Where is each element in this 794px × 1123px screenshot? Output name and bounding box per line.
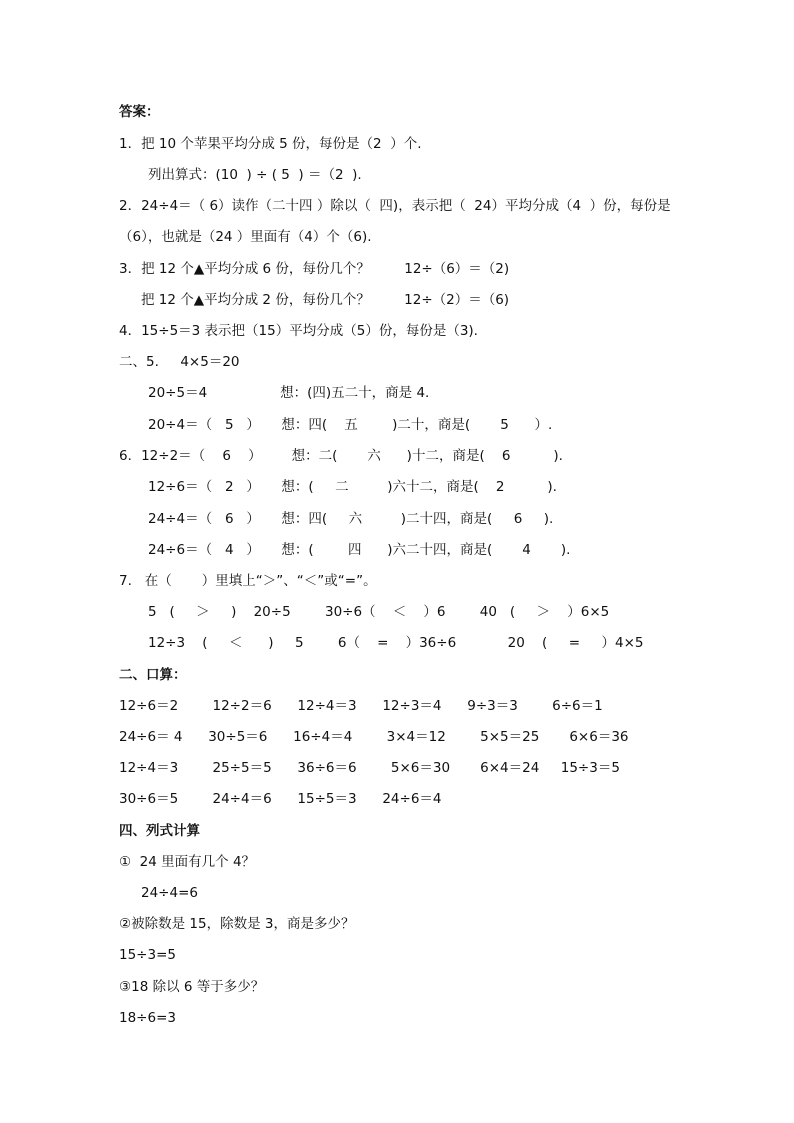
oral-calc-heading: 二、口算： bbox=[119, 667, 187, 683]
q5-header: 二、5. 4×5＝20 bbox=[119, 354, 240, 370]
q1-statement: 1．把 10 个苹果平均分成 5 份，每份是（2 ）个. bbox=[119, 136, 422, 152]
q6-line-4: 24÷6＝（ 4 ） 想：( 四 )六二十四，商是( 4 ). bbox=[148, 542, 571, 558]
oral-calc-row-3: 12÷4＝3 25÷5＝5 36÷6＝6 5×6＝30 6×4＝24 15÷3＝5 bbox=[119, 760, 620, 776]
q6-line-3: 24÷4＝（ 6 ） 想：四( 六 )二十四，商是( 6 ). bbox=[148, 511, 554, 527]
q6-line-1: 6．12÷2＝（ 6 ） 想：二( 六 )十二，商是( 6 ). bbox=[119, 448, 563, 464]
answer-heading: 答案： bbox=[119, 104, 160, 120]
written-q1-answer: 24÷4=6 bbox=[141, 885, 198, 901]
written-q2: ②被除数是 15，除数是 3，商是多少？ bbox=[119, 916, 355, 932]
q5-line-1: 20÷5＝4 想：(四)五二十，商是 4. bbox=[148, 385, 430, 401]
written-q3-answer: 18÷6=3 bbox=[119, 1010, 176, 1026]
q7-instruction: 7. 在（ ）里填上“＞”、“＜”或“=”。 bbox=[119, 573, 377, 589]
oral-calc-row-4: 30÷6＝5 24÷4＝6 15÷5＝3 24÷6＝4 bbox=[119, 791, 442, 807]
written-calc-heading: 四、列式计算 bbox=[119, 823, 200, 839]
q1-formula: 列出算式：(10 ) ÷ ( 5 ) ＝（2 ). bbox=[148, 167, 362, 183]
oral-calc-row-1: 12÷6＝2 12÷2＝6 12÷4＝3 12÷3＝4 9÷3＝3 6÷6＝1 bbox=[119, 698, 603, 714]
q3-line-2: 把 12 个▲平均分成 2 份，每份几个？ 12÷（2）＝（6) bbox=[141, 292, 510, 308]
q7-compare-row-1: 5 ( ＞ ) 20÷5 30÷6（ ＜ ）6 40 ( ＞ ）6×5 bbox=[148, 604, 610, 620]
written-q3: ③18 除以 6 等于多少？ bbox=[119, 979, 265, 995]
written-q2-answer: 15÷3=5 bbox=[119, 947, 176, 963]
q2-line-2: （6），也就是（24 ）里面有（4）个（6). bbox=[119, 229, 372, 245]
q2-line-1: 2．24÷4＝（ 6）读作（二十四 ）除以（ 四)，表示把（ 24）平均分成（4 ）份，每份是 bbox=[119, 198, 671, 214]
q4-statement: 4．15÷5＝3 表示把（15）平均分成（5）份，每份是（3). bbox=[119, 323, 478, 339]
q6-line-2: 12÷6＝（ 2 ） 想：( 二 )六十二，商是( 2 ). bbox=[148, 479, 557, 495]
written-q1: ① 24 里面有几个 4？ bbox=[119, 854, 256, 870]
q7-compare-row-2: 12÷3 ( ＜ ) 5 6（ = ）36÷6 20 ( = ）4×5 bbox=[148, 635, 644, 651]
q3-line-1: 3．把 12 个▲平均分成 6 份，每份几个？ 12÷（6）＝（2) bbox=[119, 261, 510, 277]
oral-calc-row-2: 24÷6＝ 4 30÷5＝6 16÷4＝4 3×4＝12 5×5＝25 6×6＝36 bbox=[119, 729, 629, 745]
q5-line-2: 20÷4＝（ 5 ） 想：四( 五 )二十，商是( 5 ）. bbox=[148, 417, 553, 433]
